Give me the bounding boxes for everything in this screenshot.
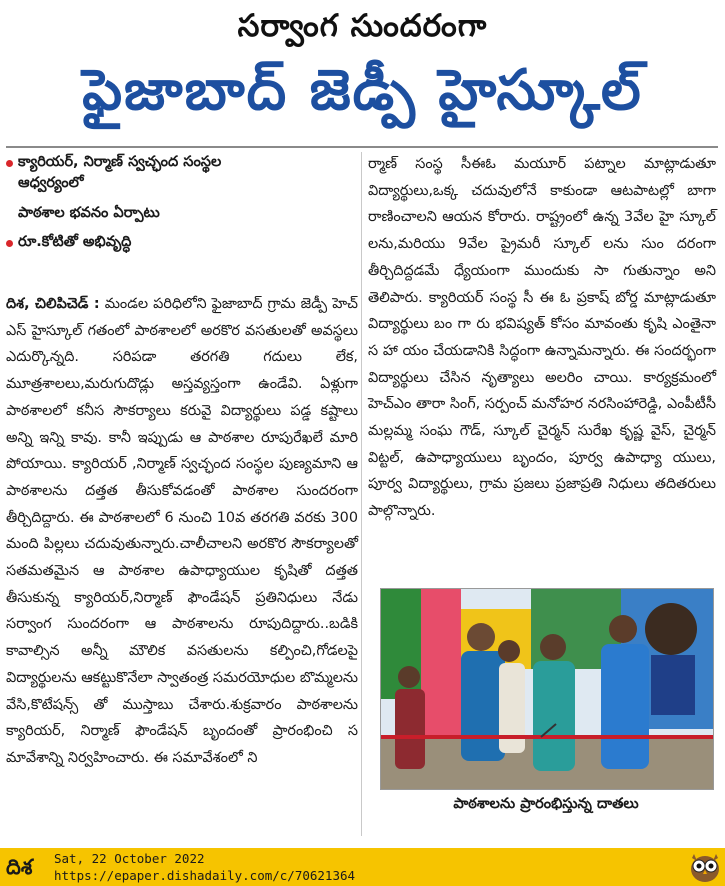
article-headline: ఫైజాబాద్ జెడ్పీ హైస్కూల్ xyxy=(82,58,643,123)
bullet-item xyxy=(6,152,358,224)
bullet-line: ఆధ్వర్యంలో xyxy=(18,175,84,191)
event-photo xyxy=(380,588,714,790)
highlight-bullets xyxy=(6,152,358,253)
dateline: దిశ, చిలిపిచెడ్ : xyxy=(6,296,100,312)
column-divider xyxy=(361,152,362,836)
article-body-right: ర్మాణ్ సంస్థ సీఈఓ మయూర్ పట్నాల మాట్లాడుతూ విద్యార్థులు,ఒక్క చదువులోనే కాకుండా ఆటపాటల్లో బాగా రాణించాలని ఆయన కోరారు. రాష్ట్రంలో ఉన్న 3వేల హై స్కూల్ లను,మరియు 9వేల ప్రైమరీ స్కూల్ లను సుం దరంగా తీర్చిదిద్దడమే ధ్యేయంగా ముందుకు సా గుతున్నాం అని తెలిపారు. క్యారియర్ సంస్థ సీ ఈ ఓ ప్రకాష్ బోర్డ మాట్లాడుతూ విద్యార్థులు బం గా రు భవిష్యత్ కోసం మావంతు కృషి ఎంతైనా స హా యం చేయడానికి సిద్ధంగా ఉన్నామన్నారు. ఈ సందర్భంగా విద్యార్థులు చేసిన నృత్యాలు అలరిం చాయి. కార్యక్రమంలో హెచ్ఎం తారా సింగ్, సర్పంచ్ మనోహర నరసింహారెడ్డి, ఎంపీటీసీ మల్లమ్మ సంఘ గౌడ్, స్కూల్ చైర్మన్ సురేఖ కృష్ణ వైస్, చైర్మన్ విట్టల్, ఉపాధ్యాయులు బృందం, పూర్వ ఉపాధ్యా యులు, పూర్వ విద్యార్థులు, గ్రామ ప్రజలు ప్రజాప్రతి నిధులు తదితరులు పాల్గొన్నారు. xyxy=(368,156,716,520)
bullet-line: పాఠశాల భవనం ఏర్పాటు xyxy=(18,205,160,221)
owl-mascot-icon xyxy=(688,850,722,884)
ribbon-cutting-illustration xyxy=(381,589,713,789)
disha-logo[interactable]: దిశ xyxy=(6,855,33,879)
headline-rule xyxy=(6,146,718,148)
photo-caption: పాఠశాలను ప్రారంభిస్తున్న దాతలు xyxy=(453,796,639,812)
bullet-line: క్యారియర్, నిర్మాణ్ స్వచ్ఛంద సంస్థల xyxy=(18,154,222,170)
bullet-item xyxy=(6,232,358,253)
bullet-dot-icon xyxy=(6,160,13,167)
article-column-right xyxy=(368,151,716,525)
bullet-dot-icon xyxy=(6,240,13,247)
footer-url[interactable]: https://epaper.dishadaily.com/c/70621364 xyxy=(54,868,356,883)
article-body-left: మండల పరిధిలోని ఫైజాబాద్ గ్రామ జెడ్పీ హెచ్ ఎస్ హైస్కూల్ గతంలో పాఠశాలలో అరకొర వసతులతో అవస్థలు ఎదుర్కొన్నది. సరిపడా తరగతి గదులు లేక, మూత్రశాలలు,మరుగుదొడ్లు అస్తవ్యస్తంగా ఉండేవి. ఏళ్లుగా పాఠశాలలో కనీస సౌకర్యాలు కరువై విద్యార్థులు పడ్డ కష్టాలు అన్ని ఇన్ని కావు. కానీ ఇప్పుడు ఆ పాఠశాల రూపురేఖలే మారి పోయాయి. క్యారియర్ ,నిర్మాణ్ స్వచ్ఛంద సంస్థల పుణ్యమాని ఆ పాఠశాలను దత్తత తీసుకోవడంతో పాఠశాల సుందరంగా తీర్చిదిద్దారు. ఈ పాఠశాలలో 6 నుంచి 10వ తరగతి వరకు 300 మంది పిల్లలు చదువుతున్నారు.చాలీచాలని అరకొర సౌకర్యాలతో సతమతమైన ఆ పాఠశాల ఉపాధ్యాయుల కృషితో దత్తత తీసుకున్న క్యారియర్,నిర్మాణ్ ఫౌండేషన్ ప్రతినిధులు నేడు సర్వాంగ సుందరంగా ఆ పాఠశాలను రూపుదిద్దారు..బడికి కావాల్సిన అన్నీ మౌలిక వసతులను కల్పించి,గోడలపై విద్యార్థులను ఆకట్టుకొనేలా స్వాతంత్ర సమరయోధుల బొమ్మలను వేసి,కొటేషన్స్ తో ముస్తాబు చేశారు.శుక్రవారం పాఠశాలను క్యారియర్, నిర్మాణ్ ఫౌండేషన్ బృందంతో ప్రారంభించి స మావేశాన్ని నిర్వహించారు. ఈ సమావేశంలో ని xyxy=(6,296,358,766)
bullet-line: రూ.కోటితో అభివృద్ధి xyxy=(18,234,132,250)
footer-date: Sat, 22 October 2022 xyxy=(54,851,205,866)
article-column-left xyxy=(6,291,358,772)
article-kicker: సర్వాంగ సుందరంగా xyxy=(237,8,488,44)
